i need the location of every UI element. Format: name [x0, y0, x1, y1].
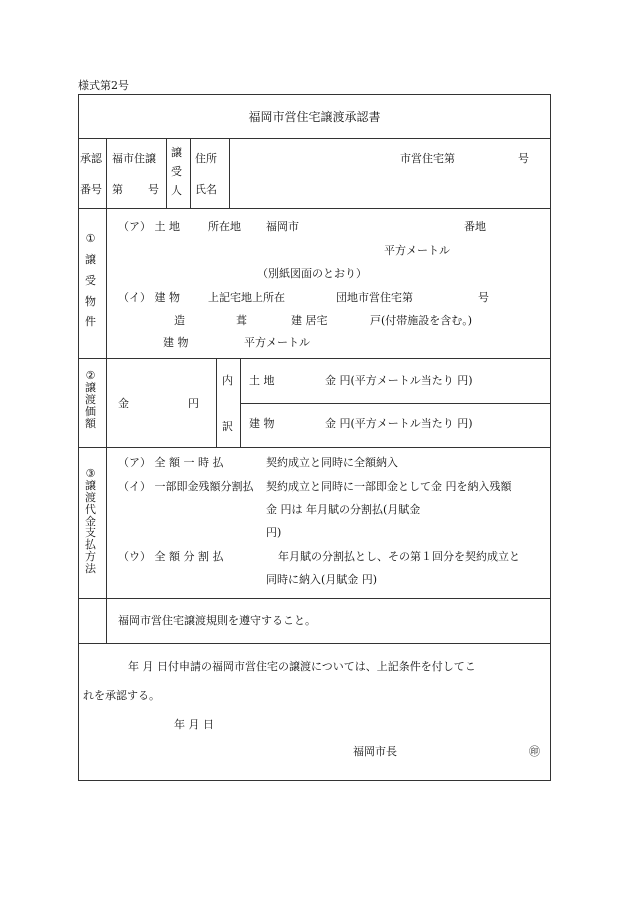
land-location-label: 所在地: [208, 220, 241, 233]
mayor-title: 福岡市長: [353, 745, 397, 758]
building-no: 号: [478, 291, 489, 304]
seal-mark: ㊞: [529, 745, 540, 758]
price-building-amount: 金 円(平方メートル当たり 円): [325, 417, 473, 430]
building-label: （イ） 建 物: [118, 291, 180, 304]
building-location: 上記宅地上所在: [208, 291, 285, 304]
price-building-label: 建 物: [249, 417, 275, 430]
divider-payment: [78, 598, 551, 599]
land-area-unit: 平方メートル: [384, 244, 450, 257]
approval-number-label-1: 承認: [80, 152, 102, 165]
building-units: 戸(付帯施設を含む。): [370, 314, 473, 327]
housing-number-go: 号: [148, 183, 159, 196]
approval-date: 年 月 日: [174, 718, 214, 731]
divider-price-1: [216, 358, 217, 447]
payment-b-label: （イ） 一部即金残額分割払: [118, 480, 254, 493]
divider-price: [78, 447, 551, 448]
land-note: （別紙図面のとおり）: [257, 267, 367, 280]
payment-c-desc-1: 年月賦の分割払とし、その第１回分を契約成立と: [278, 550, 520, 563]
divider-breakdown: [240, 403, 551, 404]
border-right: [550, 94, 551, 781]
payment-c-desc-2: 同時に納入(月賦金 円): [266, 573, 378, 586]
breakdown-label-2: 訳: [222, 420, 233, 433]
land-lot: 番地: [464, 220, 486, 233]
breakdown-label-1: 内: [222, 374, 233, 387]
land-label: （ア） 土 地: [118, 220, 180, 233]
price-land-amount: 金 円(平方メートル当たり 円): [325, 374, 473, 387]
price-land-label: 土 地: [249, 374, 275, 387]
approval-text-line-2: れを承認する。: [83, 689, 160, 702]
price-amount-unit: 円: [188, 397, 199, 410]
housing-number-prefix: 福市住譲: [112, 152, 156, 165]
payment-section-label: ③ 譲 渡 代 金 支 払 方 法: [85, 467, 96, 575]
divider-title: [78, 138, 551, 139]
divider-left-column: [106, 138, 107, 643]
approval-text-line-1: 年 月 日付申請の福岡市営住宅の譲渡については、上記条件を付してこ: [128, 660, 476, 673]
price-amount-label: 金: [118, 397, 129, 410]
border-left: [78, 94, 79, 781]
payment-a-label: （ア） 全 額 一 時 払: [118, 456, 224, 469]
payment-a-desc: 契約成立と同時に全額納入: [266, 456, 398, 469]
divider-property: [78, 358, 551, 359]
divider-header-1: [166, 138, 167, 208]
housing-number-dai: 第: [112, 183, 123, 196]
land-city: 福岡市: [266, 220, 299, 233]
property-section-label: ① 譲 受 物 件: [85, 232, 96, 329]
building-area-unit: 平方メートル: [244, 336, 310, 349]
divider-header: [78, 208, 551, 209]
document-title: 福岡市営住宅譲渡承認書: [248, 110, 381, 124]
housing-no-label: 市営住宅第: [400, 152, 455, 165]
divider-header-3: [229, 138, 230, 208]
border-bottom: [78, 780, 551, 781]
name-label: 氏名: [195, 183, 217, 196]
building-area-label: 建 物: [163, 336, 189, 349]
border-top: [78, 94, 551, 95]
building-structure: 造: [174, 314, 185, 327]
building-type: 建 居宅: [291, 314, 328, 327]
payment-c-label: （ウ） 全 額 分 割 払: [118, 550, 224, 563]
approval-number-label-2: 番号: [80, 183, 102, 196]
address-label: 住所: [195, 152, 217, 165]
payment-b-desc-3: 円): [266, 526, 282, 539]
divider-header-2: [190, 138, 191, 208]
price-section-label: ② 譲 渡 価 額: [85, 369, 96, 431]
divider-condition: [78, 643, 551, 644]
building-roof: 葺: [236, 314, 247, 327]
payment-b-desc-2: 金 円は 年月賦の分割払(月賦金: [266, 503, 421, 516]
housing-no-suffix: 号: [518, 152, 529, 165]
form-number: 様式第2号: [78, 79, 129, 92]
transferee-label: 譲 受 人: [171, 146, 182, 197]
payment-b-desc-1: 契約成立と同時に一部即金として金 円を納入残額: [266, 480, 512, 493]
divider-price-2: [240, 358, 241, 447]
condition-text: 福岡市営住宅譲渡規則を遵守すること。: [118, 614, 316, 627]
building-complex: 団地市営住宅第: [336, 291, 413, 304]
